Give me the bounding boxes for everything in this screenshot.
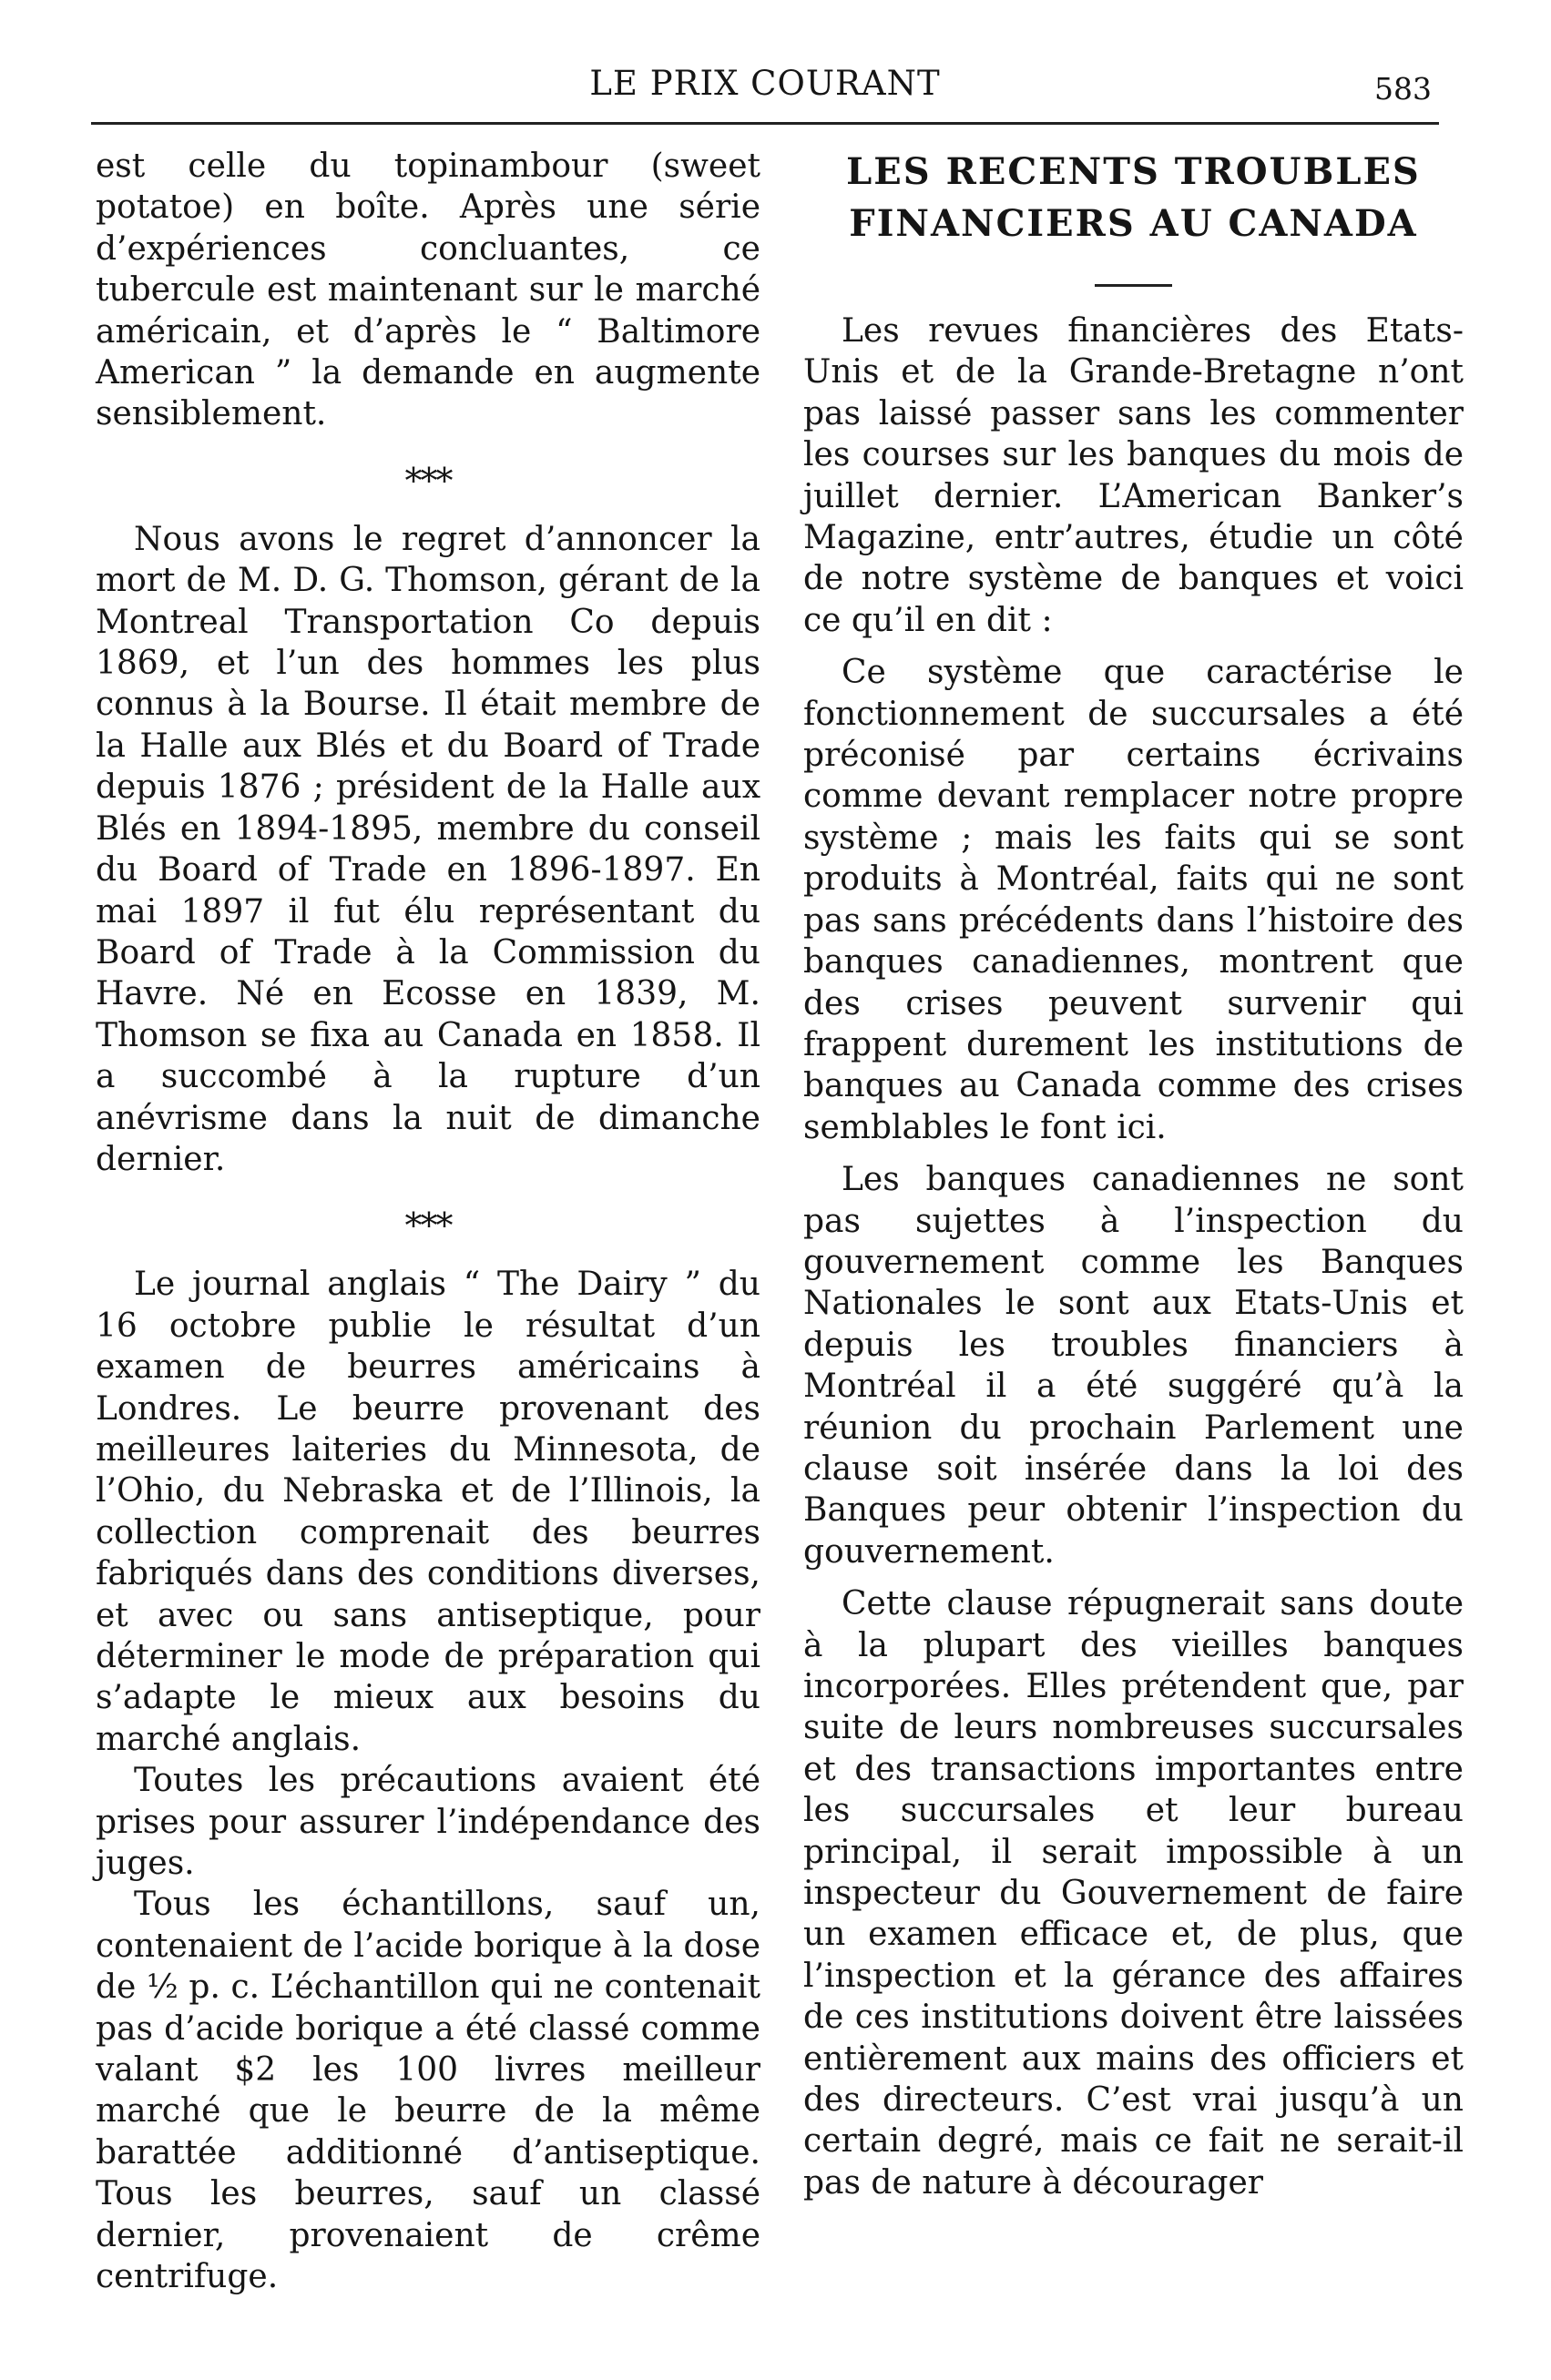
page-number: 583 <box>1374 71 1432 107</box>
right-column <box>803 146 1464 2203</box>
right-paragraph-1: Les revues financières des Etats-Unis et de la Grande-Bretagne n’ont pas laissé passer sans les commenter les courses sur les banques du mois de juillet dernier. L’American Banker’s Magazine, entr’autres, étudie un côté de notre système de banques et voici ce qu’il en dit : <box>803 312 1464 639</box>
left-paragraph-1: est celle du topinambour (sweet potatoe) en boîte. Après une série d’expériences concluantes, ce tubercule est maintenant sur le marché américain, et d’après le “ Baltimore American ” la demande en augmente sensiblement. <box>96 147 760 433</box>
page-header <box>91 64 1439 109</box>
header-rule <box>91 122 1439 125</box>
title-rule <box>1095 284 1172 287</box>
section-separator: *** <box>404 1205 452 1246</box>
article-title: LES RECENTS TROUBLES FINANCIERS AU CANADA <box>846 150 1421 245</box>
section-separator: *** <box>404 460 452 501</box>
left-paragraph-3: Le journal anglais “ The Dairy ” du 16 octobre publie le résultat d’un examen de beurres américains à Londres. Le beurre provenant des meilleures laiteries du Minnesota, de l’Ohio, du Nebraska et de l’Illinois, la collection comprenait des beurres fabriqués dans des conditions diverses, et avec ou sans antiseptique, pour déterminer le mode de préparation qui s’adapte le mieux aux besoins du marché anglais. <box>96 1266 760 1758</box>
left-paragraph-5: Tous les échantillons, sauf un, contenaient de l’acide borique à la dose de ½ p. c. L’échantillon qui ne contenait pas d’acide borique a été classé comme valant $2 les 100 livres meilleur marché que le beurre de la même barattée additionné d’antiseptique. Tous les beurres, sauf un classé dernier, provenaient de crême centrifuge. <box>96 1886 760 2296</box>
left-paragraph-4: Toutes les précautions avaient été prises pour assurer l’indépendance des juges. <box>96 1762 760 1883</box>
left-paragraph-2: Nous avons le regret d’annoncer la mort de M. D. G. Thomson, gérant de la Montreal Transportation Co depuis 1869, et l’un des hommes les plus connus à la Bourse. Il était membre de la Halle aux Blés et du Board of Trade depuis 1876 ; président de la Halle aux Blés en 1894-1895, membre du conseil du Board of Trade en 1896-1897. En mai 1897 il fut élu représentant du Board of Trade à la Commission du Havre. Né en Ecosse en 1839, M. Thomson se fixa au Canada en 1858. Il a succombé à la rupture d’un anévrisme dans la nuit de dimanche dernier. <box>96 520 760 1178</box>
right-paragraph-2: Ce système que caractérise le fonctionnement de succursales a été préconisé par certains écrivains comme devant remplacer notre propre système ; mais les faits qui se sont produits à Montréal, faits qui ne sont pas sans précédents dans l’histoire des banques canadiennes, montrent que des crises peuvent survenir qui frappent durement les institutions de banques au Canada comme des crises semblables le font ici. <box>803 654 1464 1146</box>
right-paragraph-4: Cette clause répugnerait sans doute à la plupart des vieilles banques incorporées. Elles prétendent que, par suite de leurs nombreuses succursales et des transactions importantes entre les succursales et leur bureau principal, il serait impossible à un inspecteur du Gouvernement de faire un examen efficace et, de plus, que l’inspection et la gérance des affaires de ces institutions doivent être laissées entièrement aux mains des officiers et des directeurs. C’est vrai jusqu’à un certain degré, mais ce fait ne serait-il pas de nature à décourager <box>803 1585 1464 2202</box>
right-paragraph-3: Les banques canadiennes ne sont pas sujettes à l’inspection du gouvernement comme les Banques Nationales le sont aux Etats-Unis et depuis les troubles financiers à Montréal il a été suggéré qu’à la réunion du prochain Parlement une clause soit insérée dans la loi des Banques peur obtenir l’inspection du gouvernement. <box>803 1161 1464 1571</box>
left-column <box>96 146 760 2298</box>
running-title: LE PRIX COURANT <box>589 64 941 103</box>
